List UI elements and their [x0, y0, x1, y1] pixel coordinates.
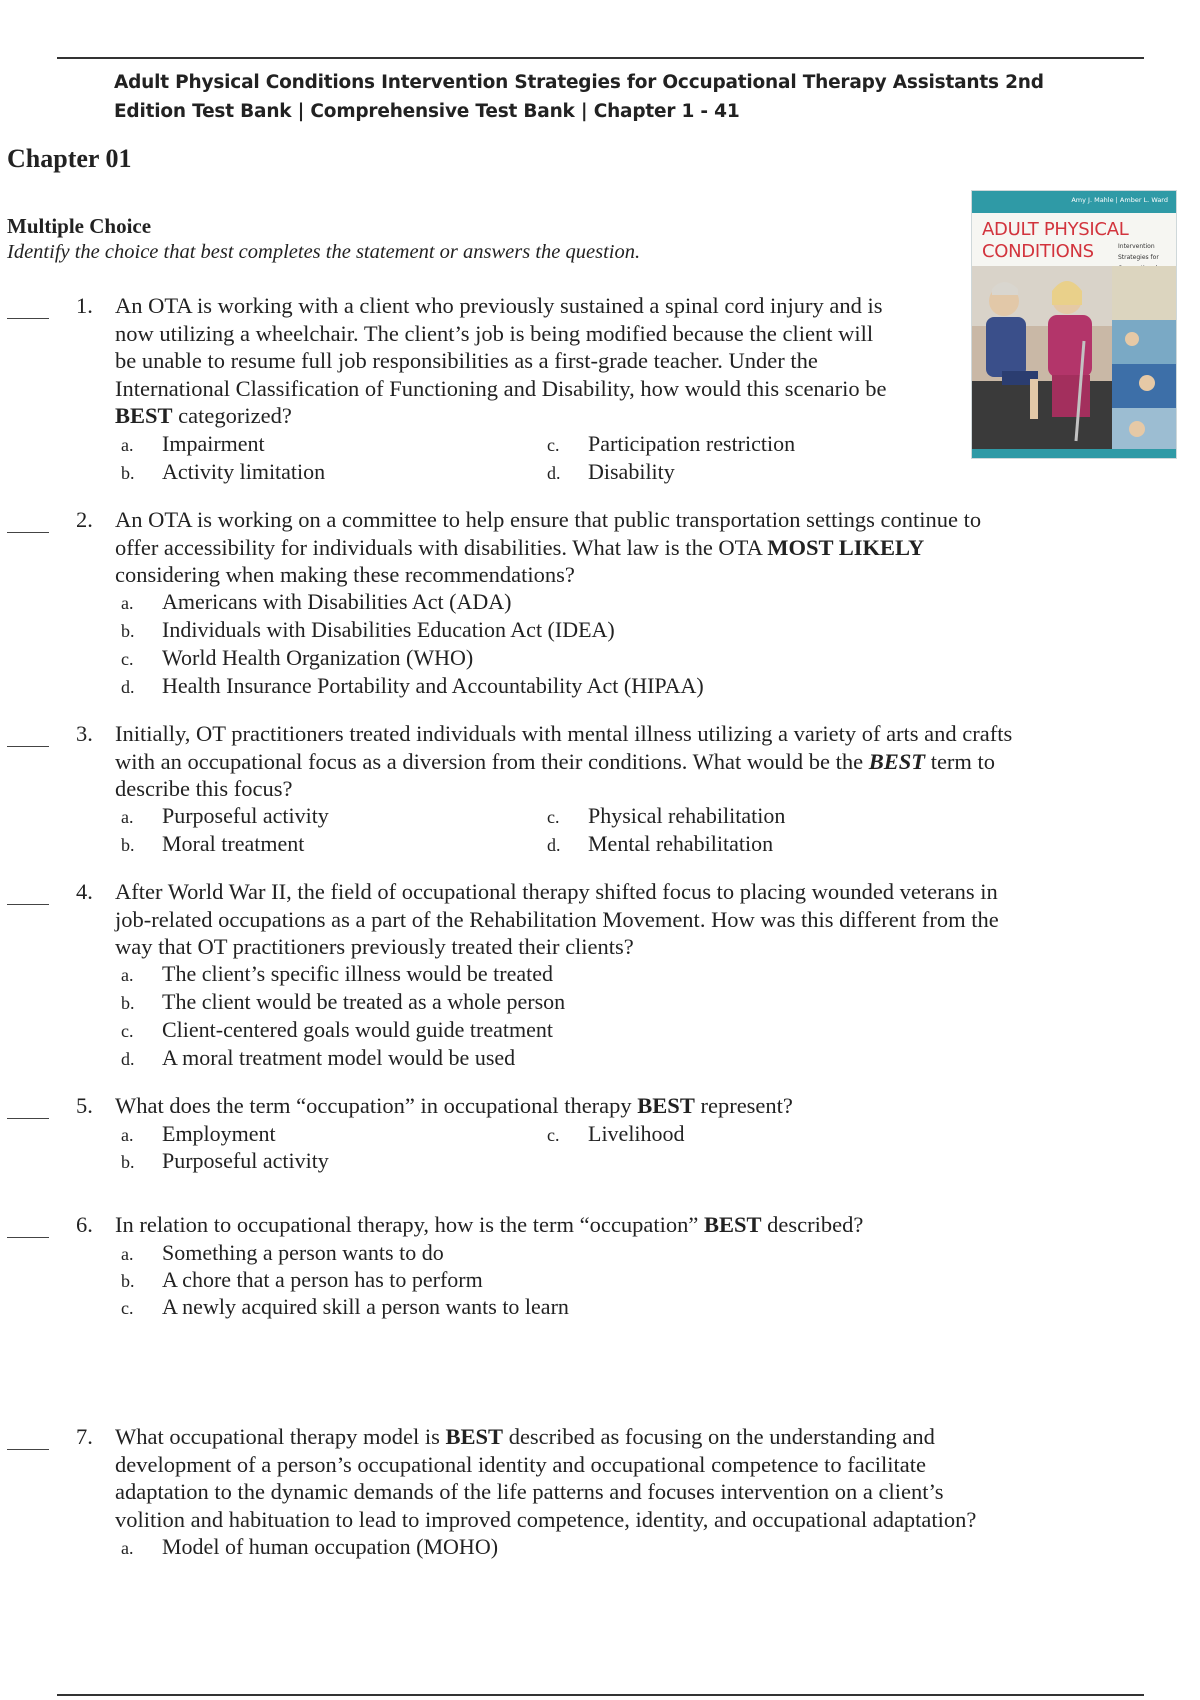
question-line [115, 1423, 976, 1451]
question-line-text: In relation to occupational therapy, how is the term “occupation” [115, 1212, 704, 1237]
question-text [115, 1211, 863, 1239]
choice-letter: d. [121, 677, 135, 697]
question-line [115, 1092, 793, 1120]
emphasis: BEST [868, 748, 926, 774]
section-title: Multiple Choice [7, 214, 152, 238]
question-line: International Classification of Functioning and Disability, how would this scenario be [115, 375, 887, 401]
choice-a[interactable] [121, 588, 512, 618]
question-number: 1. [76, 293, 93, 318]
choice-letter: c. [547, 435, 560, 455]
question-line-text: What occupational therapy model is [115, 1424, 446, 1449]
cover-title-line1: ADULT PHYSICAL [982, 219, 1129, 240]
question-line: An OTA is working on a committee to help ensure that public transportation settings continue to [115, 507, 982, 532]
question-line: be unable to resume full job responsibilities as a first-grade teacher. Under the [115, 348, 818, 373]
choice-c[interactable] [121, 1016, 553, 1046]
question-number: 3. [76, 721, 93, 746]
book-cover-image [971, 190, 1177, 459]
question-line: After World War II, the field of occupational therapy shifted focus to placing wounded veterans in [115, 879, 998, 904]
question-line-text: described? [761, 1212, 864, 1237]
choice-text: The client would be treated as a whole person [162, 989, 566, 1014]
emphasis: BEST [445, 1424, 504, 1449]
question-number: 6. [76, 1212, 93, 1237]
question-line [115, 534, 981, 562]
choice-text: Disability [588, 459, 675, 484]
choice-d[interactable] [547, 458, 675, 488]
question-line: Initially, OT practitioners treated individuals with mental illness utilizing a variety of arts and crafts [115, 721, 1013, 746]
cover-title-line2: CONDITIONS [982, 241, 1094, 262]
choice-letter: b. [121, 1271, 135, 1291]
question-line: development of a person’s occupational identity and occupational competence to facilitate [115, 1451, 926, 1477]
choice-text: Livelihood [588, 1121, 685, 1146]
question-line-text: offer accessibility for individuals with disabilities. What law is the OTA [115, 534, 768, 560]
choice-b[interactable] [121, 1266, 483, 1296]
cover-subtitle: Intervention Strategies for [1118, 243, 1159, 261]
choice-a[interactable] [121, 1239, 444, 1269]
choice-text: Purposeful activity [162, 803, 329, 828]
question-line: adaptation to the dynamic demands of the life patterns and focuses intervention on a client’s [115, 1479, 944, 1504]
choice-letter: b. [121, 993, 135, 1013]
question-line-text: categorized? [172, 403, 292, 428]
choice-a[interactable] [121, 430, 265, 460]
choice-letter: c. [547, 1125, 560, 1145]
question-line-text: represent? [694, 1093, 793, 1118]
question-line: describe this focus? [115, 776, 293, 801]
question-line: volition and habituation to lead to improved competence, identity, and occupational adaptation? [115, 1506, 977, 1532]
choice-text: Purposeful activity [162, 1148, 329, 1173]
question-line-text: What does the term “occupation” in occupational therapy [115, 1093, 638, 1118]
choice-letter: d. [121, 1049, 135, 1069]
choice-text: Participation restriction [588, 431, 796, 456]
choice-b[interactable] [121, 616, 615, 646]
choice-letter: a. [121, 1538, 134, 1558]
choice-letter: a. [121, 807, 134, 827]
question-text [115, 1092, 793, 1120]
question-text [115, 1423, 976, 1533]
choice-b[interactable] [121, 830, 304, 860]
choice-text: Individuals with Disabilities Education Act (IDEA) [162, 617, 615, 642]
choice-text: A newly acquired skill a person wants to learn [162, 1294, 569, 1319]
question-text [115, 292, 887, 430]
choice-text: A chore that a person has to perform [162, 1267, 483, 1292]
choice-letter: a. [121, 1125, 134, 1145]
choice-text: Impairment [162, 431, 265, 456]
question-line: now utilizing a wheelchair. The client’s job is being modified because the client will [115, 320, 874, 346]
choice-a[interactable] [121, 960, 553, 990]
choice-letter: c. [121, 649, 134, 669]
choice-letter: b. [121, 835, 135, 855]
choice-letter: b. [121, 621, 135, 641]
choice-text: Employment [162, 1121, 276, 1146]
choice-letter: a. [121, 593, 134, 613]
question-number: 2. [76, 507, 93, 532]
question-line-text: described as focusing on the understanding and [503, 1424, 935, 1449]
emphasis: BEST [637, 1093, 695, 1118]
section-instructions: Identify the choice that best completes the statement or answers the question. [7, 241, 641, 263]
choice-text: Moral treatment [162, 831, 305, 856]
choice-text: Client-centered goals would guide treatment [162, 1017, 553, 1042]
cover-authors: Amy J. Mahle | Amber L. Ward [1071, 196, 1168, 204]
answer-blank[interactable] [7, 1211, 49, 1238]
question-number: 4. [76, 879, 93, 904]
question-line-text: term to [925, 748, 996, 774]
choice-text: Something a person wants to do [162, 1240, 444, 1265]
cover-photo [972, 191, 1176, 458]
question-line [115, 748, 1012, 776]
question-line [115, 402, 887, 430]
choice-text: World Health Organization (WHO) [162, 645, 474, 670]
question-number: 5. [76, 1093, 93, 1118]
emphasis: MOST LIKELY [767, 534, 925, 560]
emphasis: BEST [115, 403, 173, 428]
choice-letter: c. [121, 1021, 134, 1041]
top-rule [57, 57, 1144, 59]
emphasis: BEST [703, 1212, 762, 1237]
question-line-text: with an occupational focus as a diversion from their conditions. What would be the [115, 748, 869, 774]
choice-text: A moral treatment model would be used [162, 1045, 516, 1070]
question-line: An OTA is working with a client who previously sustained a spinal cord injury and is [115, 293, 883, 318]
document-header-title: Adult Physical Conditions Intervention Strategies for Occupational Therapy Assistants 2nd Edition Test Bank | Comprehensive Test Bank | Chapter 1 - 41 [114, 72, 1044, 122]
choice-c[interactable] [547, 802, 785, 832]
question-line: way that OT practitioners previously treated their clients? [115, 934, 634, 959]
choice-text: Model of human occupation (MOHO) [162, 1534, 499, 1559]
answer-blank[interactable] [7, 292, 49, 319]
bottom-rule [57, 1694, 1144, 1696]
question-number: 7. [76, 1424, 93, 1449]
choice-letter: b. [121, 1152, 135, 1172]
question-line [115, 1211, 863, 1239]
choice-b[interactable] [121, 1147, 329, 1177]
choice-letter: d. [547, 835, 561, 855]
question-text [115, 506, 981, 589]
choice-c[interactable] [547, 1120, 685, 1150]
choice-letter: a. [121, 435, 134, 455]
choice-d[interactable] [121, 1044, 515, 1074]
choice-text: Activity limitation [162, 459, 326, 484]
choice-letter: c. [121, 1298, 134, 1318]
answer-blank[interactable] [7, 720, 49, 747]
choice-text: Physical rehabilitation [588, 803, 786, 828]
chapter-heading: Chapter 01 [7, 144, 132, 173]
choice-letter: a. [121, 965, 134, 985]
choice-b[interactable] [121, 458, 325, 488]
answer-blank[interactable] [7, 506, 49, 533]
choice-d[interactable] [547, 830, 773, 860]
choice-letter: b. [121, 463, 135, 483]
choice-a[interactable] [121, 1120, 276, 1150]
question-text [115, 720, 1012, 803]
choice-c[interactable] [547, 430, 795, 460]
choice-c[interactable] [121, 1293, 569, 1323]
answer-blank[interactable] [7, 878, 49, 905]
question-line: considering when making these recommendations? [115, 562, 575, 587]
choice-a[interactable] [121, 802, 329, 832]
choice-text: Health Insurance Portability and Accountability Act (HIPAA) [162, 673, 704, 698]
choice-d[interactable] [121, 672, 704, 702]
choice-text: The client’s specific illness would be treated [162, 961, 553, 986]
choice-b[interactable] [121, 988, 565, 1018]
choice-text: Mental rehabilitation [588, 831, 774, 856]
answer-blank[interactable] [7, 1423, 49, 1450]
answer-blank[interactable] [7, 1092, 49, 1119]
choice-letter: c. [547, 807, 560, 827]
question-line: job-related occupations as a part of the Rehabilitation Movement. How was this different from the [115, 906, 999, 932]
choice-c[interactable] [121, 644, 473, 674]
choice-letter: d. [547, 463, 561, 483]
choice-letter: a. [121, 1244, 134, 1264]
choice-text: Americans with Disabilities Act (ADA) [162, 589, 512, 614]
question-text [115, 878, 999, 961]
choice-a[interactable] [121, 1533, 498, 1563]
